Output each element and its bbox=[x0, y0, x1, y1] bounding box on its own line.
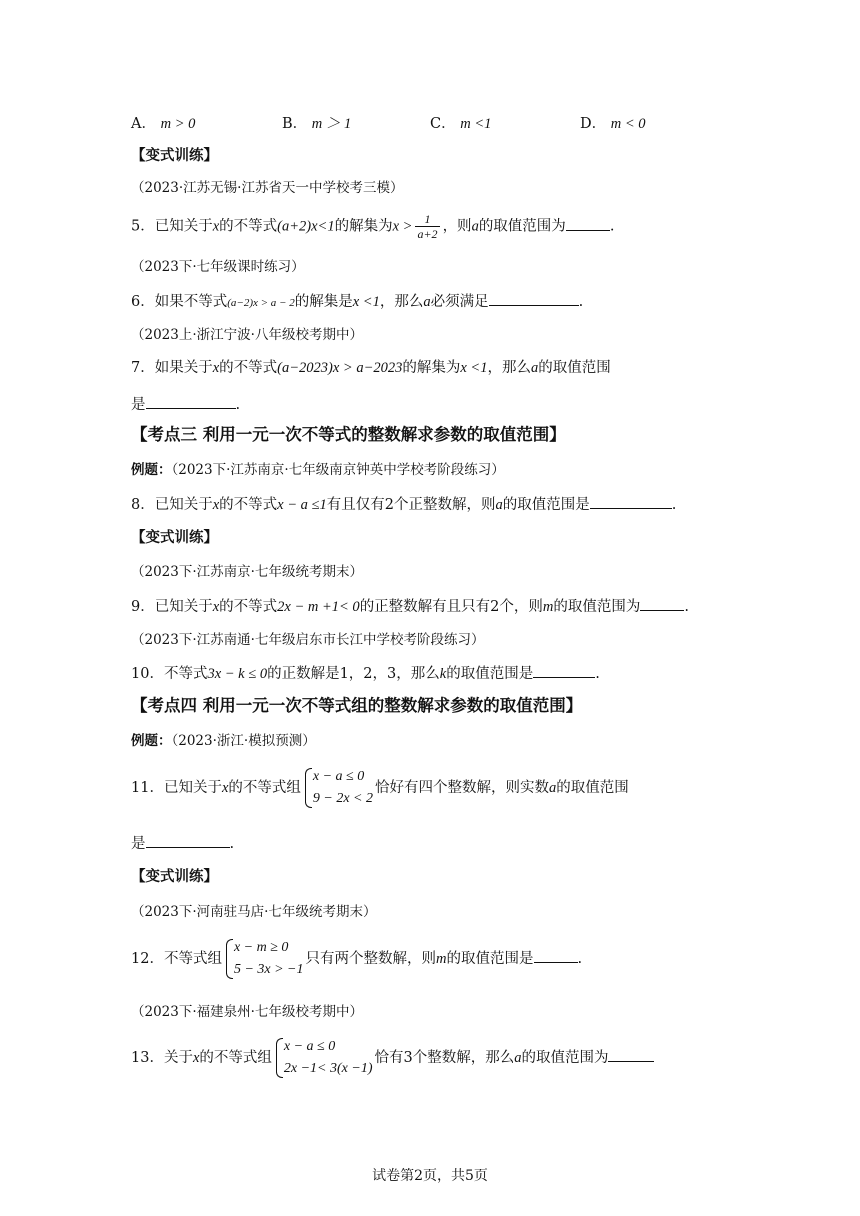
q12-var: m bbox=[436, 951, 447, 967]
option-d-expr: m < 0 bbox=[610, 116, 646, 132]
q7-end: . bbox=[235, 397, 241, 413]
q7-prefix: 7．如果关于 bbox=[131, 360, 213, 376]
q13-system bbox=[274, 1036, 373, 1080]
q10-answer-blank[interactable] bbox=[533, 663, 595, 678]
q9-prefix: 9．已知关于 bbox=[131, 599, 213, 615]
q10-source: （2023下·江苏南通·七年级启东市长江中学校考阶段练习） bbox=[131, 632, 485, 648]
q5-mid2: 的解集为 bbox=[334, 218, 393, 235]
q13-prefix: 13．关于 bbox=[131, 1050, 193, 1066]
q7-mid3: ，那么 bbox=[487, 360, 531, 376]
q12-mid: 只有两个整数解，则 bbox=[305, 951, 437, 967]
section-4-heading: 【考点四 利用一元一次不等式组的整数解求参数的取值范围】 bbox=[131, 696, 583, 715]
q13-sys2: 2x −1< 3(x −1) bbox=[283, 1061, 373, 1076]
q5-answer-blank[interactable] bbox=[566, 216, 610, 231]
q8-end: . bbox=[671, 497, 677, 513]
question-11-line2 bbox=[131, 833, 234, 854]
q9-mid1: 的不等式 bbox=[219, 599, 278, 615]
question-6 bbox=[131, 291, 583, 313]
variant-heading-1: 【变式训练】 bbox=[131, 147, 218, 164]
q11-var2: a bbox=[549, 780, 557, 796]
option-c-label: C． bbox=[430, 116, 456, 132]
q5-prefix: 5．已知关于 bbox=[131, 218, 213, 235]
q7-answer-blank[interactable] bbox=[146, 394, 236, 409]
q13-mid2: 恰有3个整数解，那么 bbox=[374, 1050, 515, 1066]
q5-frac-den: a+2 bbox=[417, 227, 438, 241]
question-5 bbox=[131, 212, 614, 241]
option-c-expr: m <1 bbox=[460, 116, 492, 132]
q7-solution: x <1 bbox=[460, 360, 488, 376]
q5-tail: 的取值范围为 bbox=[478, 218, 566, 235]
q10-end: . bbox=[595, 666, 600, 682]
q9-source: （2023下·江苏南京·七年级统考期末） bbox=[131, 564, 363, 580]
q9-tail: 的取值范围为 bbox=[553, 599, 641, 615]
q10-var: k bbox=[439, 666, 447, 682]
variant-heading-2: 【变式训练】 bbox=[131, 529, 218, 546]
q13-tail: 的取值范围为 bbox=[521, 1050, 609, 1066]
q13-answer-blank[interactable] bbox=[608, 1047, 654, 1062]
q11-answer-blank[interactable] bbox=[146, 833, 230, 848]
q10-mid: 的正数解是1，2，3，那么 bbox=[267, 666, 440, 682]
q11-mid1: 的不等式组 bbox=[228, 780, 301, 796]
q5-var2: a bbox=[471, 218, 479, 235]
q7-var: x bbox=[212, 360, 220, 376]
question-8 bbox=[131, 494, 676, 515]
variant-heading-3: 【变式训练】 bbox=[131, 868, 218, 885]
option-b-expr: m ＞ 1 bbox=[311, 116, 352, 132]
q11-example-label: 例题： bbox=[131, 733, 172, 749]
q5-inequality: (a+2)x<1 bbox=[277, 218, 335, 235]
q11-mid2: 恰好有四个整数解，则实数 bbox=[375, 780, 549, 796]
q11-prefix: 11．已知关于 bbox=[131, 780, 222, 796]
question-12 bbox=[131, 937, 582, 981]
q6-inequality: (a−2)x > a − 2 bbox=[227, 297, 295, 309]
section-3-heading: 【考点三 利用一元一次不等式的整数解求参数的取值范围】 bbox=[131, 425, 566, 444]
q8-var: x bbox=[212, 497, 220, 513]
q6-answer-blank[interactable] bbox=[489, 291, 579, 306]
q8-mid2: 有且仅有2个正整数解，则 bbox=[326, 497, 496, 513]
q10-inequality: 3x − k ≤ 0 bbox=[207, 666, 268, 682]
q5-frac-num: 1 bbox=[415, 212, 439, 227]
q8-answer-blank[interactable] bbox=[590, 494, 672, 509]
q7-tail: 的取值范围 bbox=[538, 360, 611, 376]
q12-source: （2023下·河南驻马店·七年级统考期末） bbox=[131, 904, 377, 920]
page-footer: 试卷第2页，共5页 bbox=[372, 1168, 488, 1184]
q11-sys1: x − a ≤ 0 bbox=[312, 769, 365, 784]
q6-prefix: 6．如果不等式 bbox=[131, 294, 228, 310]
question-9 bbox=[131, 596, 689, 617]
q11-system bbox=[303, 766, 373, 810]
q9-var: x bbox=[212, 599, 220, 615]
q9-end: . bbox=[684, 599, 690, 615]
q7-var2: a bbox=[530, 360, 539, 376]
q6-end: . bbox=[578, 294, 584, 310]
q11-tail: 的取值范围 bbox=[556, 780, 629, 796]
q6-mid2: ，那么 bbox=[379, 294, 424, 310]
q13-mid1: 的不等式组 bbox=[199, 1050, 272, 1066]
q9-var2: m bbox=[542, 599, 554, 615]
q8-example-label: 例题： bbox=[131, 462, 172, 478]
q9-answer-blank[interactable] bbox=[640, 596, 684, 611]
q7-mid1: 的不等式 bbox=[219, 360, 278, 376]
q10-tail: 的取值范围是 bbox=[446, 666, 534, 682]
q6-solution: x <1 bbox=[352, 294, 380, 310]
q11-var: x bbox=[221, 780, 229, 796]
q8-source: （2023下·江苏南京·七年级南京钟英中学校考阶段练习） bbox=[171, 462, 505, 478]
q12-prefix: 12．不等式组 bbox=[131, 951, 222, 967]
q5-fraction bbox=[415, 212, 439, 241]
q11-source-line bbox=[131, 731, 316, 751]
q7-line2: 是 bbox=[131, 397, 146, 413]
q11-line2: 是 bbox=[131, 836, 146, 852]
q5-var: x bbox=[212, 218, 220, 235]
q5-source: （2023·江苏无锡·江苏省天一中学校考三模） bbox=[131, 180, 404, 196]
q9-inequality: 2x − m +1< 0 bbox=[277, 599, 360, 615]
option-a-label: A． bbox=[131, 116, 156, 132]
q8-mid1: 的不等式 bbox=[219, 497, 278, 513]
q11-end: . bbox=[229, 836, 235, 852]
question-11 bbox=[131, 766, 629, 810]
q6-source: （2023下·七年级课时练习） bbox=[131, 259, 305, 275]
q5-solution: x > bbox=[392, 218, 413, 235]
option-a-expr: m > 0 bbox=[160, 116, 196, 132]
q5-mid1: 的不等式 bbox=[219, 218, 278, 235]
option-b-label: B． bbox=[282, 116, 308, 132]
q6-mid: 的解集是 bbox=[294, 294, 353, 310]
q11-sys2: 9 − 2x < 2 bbox=[312, 791, 373, 806]
q12-tail: 的取值范围是 bbox=[446, 951, 534, 967]
q6-var: a bbox=[423, 294, 431, 310]
option-b bbox=[282, 112, 351, 133]
q13-var2: a bbox=[514, 1050, 522, 1066]
q7-mid2: 的解集为 bbox=[402, 360, 461, 376]
q12-sys2: 5 − 3x > −1 bbox=[233, 962, 304, 977]
q8-tail: 的取值范围是 bbox=[502, 497, 590, 513]
option-d bbox=[580, 112, 646, 133]
q13-var: x bbox=[192, 1050, 200, 1066]
q11-source: （2023·浙江·模拟预测） bbox=[171, 733, 316, 749]
question-10 bbox=[131, 663, 600, 684]
question-13 bbox=[131, 1036, 654, 1080]
option-d-label: D． bbox=[580, 116, 607, 132]
q6-tail: 必须满足 bbox=[430, 294, 489, 310]
q12-sys1: x − m ≥ 0 bbox=[233, 940, 289, 955]
q13-source: （2023下·福建泉州·七年级校考期中） bbox=[131, 1004, 363, 1020]
q7-source: （2023上·浙江宁波·八年级校考期中） bbox=[131, 327, 363, 343]
question-7 bbox=[131, 358, 611, 378]
q10-prefix: 10．不等式 bbox=[131, 666, 208, 682]
option-a bbox=[131, 112, 195, 133]
q12-end: . bbox=[577, 951, 583, 967]
q12-system bbox=[224, 937, 304, 981]
q9-mid2: 的正整数解有且只有2个，则 bbox=[359, 599, 543, 615]
q13-sys1: x − a ≤ 0 bbox=[283, 1039, 336, 1054]
q8-source-line bbox=[131, 460, 505, 480]
option-c bbox=[430, 112, 491, 133]
q8-inequality: x − a ≤1 bbox=[277, 497, 327, 513]
question-7-line2 bbox=[131, 394, 240, 415]
q8-var2: a bbox=[495, 497, 503, 513]
q5-mid3: ，则 bbox=[442, 218, 472, 235]
q5-end: . bbox=[609, 218, 615, 235]
q7-inequality: (a−2023)x > a−2023 bbox=[277, 360, 403, 376]
q8-prefix: 8．已知关于 bbox=[131, 497, 213, 513]
q12-answer-blank[interactable] bbox=[534, 948, 578, 963]
